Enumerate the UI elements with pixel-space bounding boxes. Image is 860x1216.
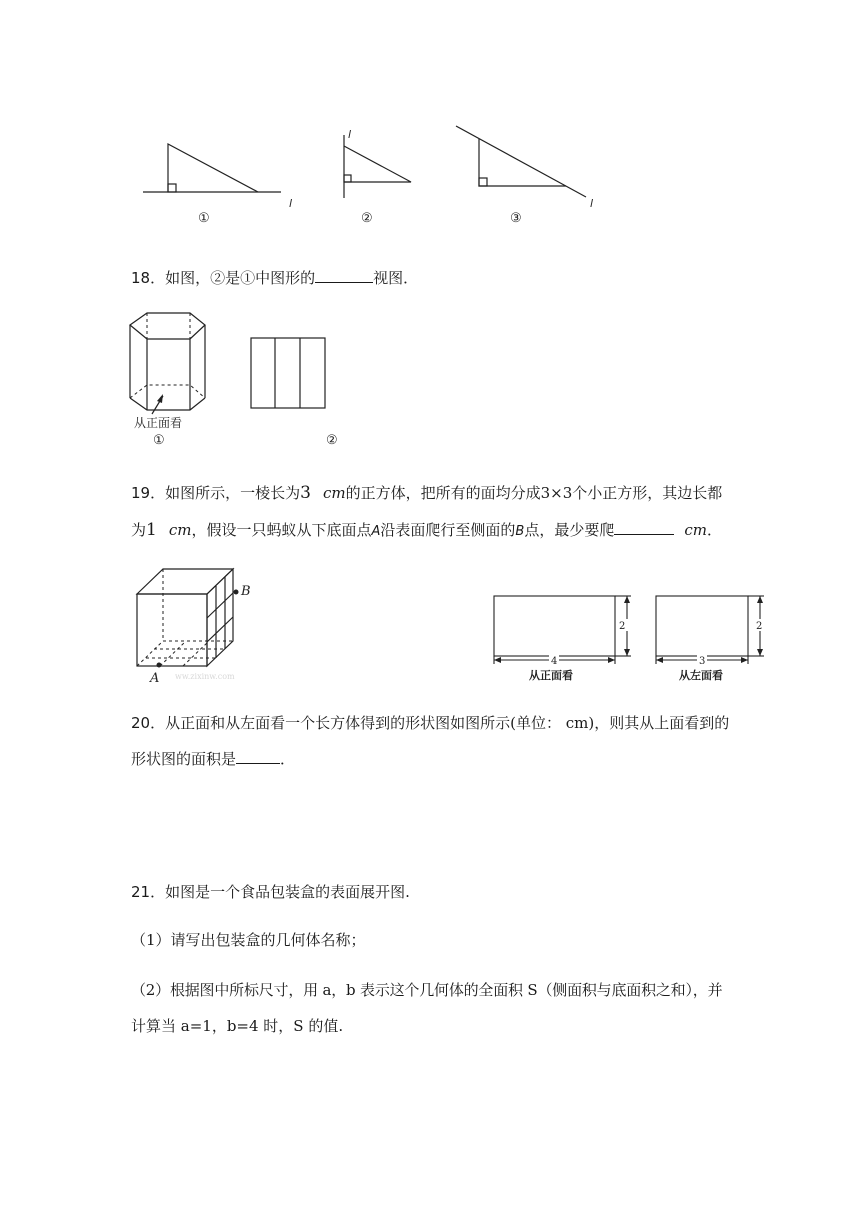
q18-number: 18． xyxy=(131,269,166,287)
q20-line2a: 形状图的面积是 xyxy=(131,750,237,768)
q20-line1 xyxy=(131,713,729,733)
q20-answer-blank xyxy=(236,747,280,764)
q20-number: 20． xyxy=(131,714,166,732)
front-view-rect xyxy=(494,596,615,656)
q21-intro xyxy=(131,882,410,902)
q19-line2a: 为 xyxy=(131,521,147,539)
q21-part1 xyxy=(131,930,366,950)
q19-line2d: 点，最少要爬 xyxy=(524,521,615,539)
q21-part1-text: （1）请写出包装盒的几何体名称； xyxy=(131,931,366,949)
q19-small-len: 1 xyxy=(146,520,157,540)
fig1-l-label: l xyxy=(289,197,293,210)
q18-arrow-caption: 从正面看 xyxy=(134,416,183,430)
q18-text-after: 视图． xyxy=(373,269,419,287)
left-caption: 从左面看 xyxy=(679,669,723,682)
q19-unit2: cm xyxy=(168,521,192,539)
q19-line2b: ，假设一只蚂蚁从下底面点 xyxy=(191,521,372,539)
front-width-label: 4 xyxy=(551,656,558,667)
q19-end: ． xyxy=(706,521,722,539)
q18-text-before: 如图，②是①中图形的 xyxy=(165,269,316,287)
fig2-l-label: l xyxy=(348,128,352,141)
q19-number: 19． xyxy=(131,484,166,502)
q19-unit3: cm xyxy=(684,521,707,539)
front-caption: 从正面看 xyxy=(529,669,573,682)
q19-edge-len: 3 xyxy=(300,483,311,503)
left-height-label: 2 xyxy=(756,621,763,632)
q19-point-a: A xyxy=(371,524,381,539)
front-height-label: 2 xyxy=(619,621,626,632)
cube-label-b: B xyxy=(241,584,251,599)
q19-grid: 3×3 xyxy=(540,484,573,502)
q19-line1c: 个小正方形，其边长都 xyxy=(572,484,723,502)
q21-part2-text2: 计算当 a=1，b=4 时，S 的值. xyxy=(131,1017,344,1035)
left-view-rect xyxy=(656,596,748,656)
fig1-num: ① xyxy=(198,211,210,226)
left-width-label: 3 xyxy=(699,656,706,667)
q21-number: 21． xyxy=(131,883,166,901)
fig3-num: ③ xyxy=(510,211,522,226)
q19-line1b: 的正方体，把所有的面均分成 xyxy=(345,484,541,502)
cube-label-a: A xyxy=(150,671,160,686)
q20-end: ． xyxy=(280,750,296,768)
q19-point-b: B xyxy=(515,524,525,539)
q21-part2-line1 xyxy=(131,980,722,1000)
q19-line2c: 沿表面爬行至侧面的 xyxy=(380,521,516,539)
q21-part2-line2 xyxy=(131,1016,343,1036)
fig3-l-label: l xyxy=(590,197,594,210)
fig2-num: ② xyxy=(361,211,373,226)
q21-part2-text1: （2）根据图中所标尺寸，用 a，b 表示这个几何体的全面积 S（侧面积与底面积之和），并 xyxy=(131,981,723,999)
q21-intro-text: 如图是一个食品包装盒的表面展开图. xyxy=(165,883,410,901)
q18-fig2-num: ② xyxy=(326,433,338,448)
q18-fig1-num: ① xyxy=(153,433,165,448)
q20-line2 xyxy=(131,747,295,769)
q20-line1-text: 从正面和从左面看一个长方体得到的形状图如图所示(单位： cm)，则其从上面看到的 xyxy=(165,714,730,732)
q19-unit1: cm xyxy=(322,484,346,502)
q19-line1a: 如图所示，一棱长为 xyxy=(165,484,301,502)
cube-watermark: ww.zixinw.com xyxy=(175,672,235,681)
